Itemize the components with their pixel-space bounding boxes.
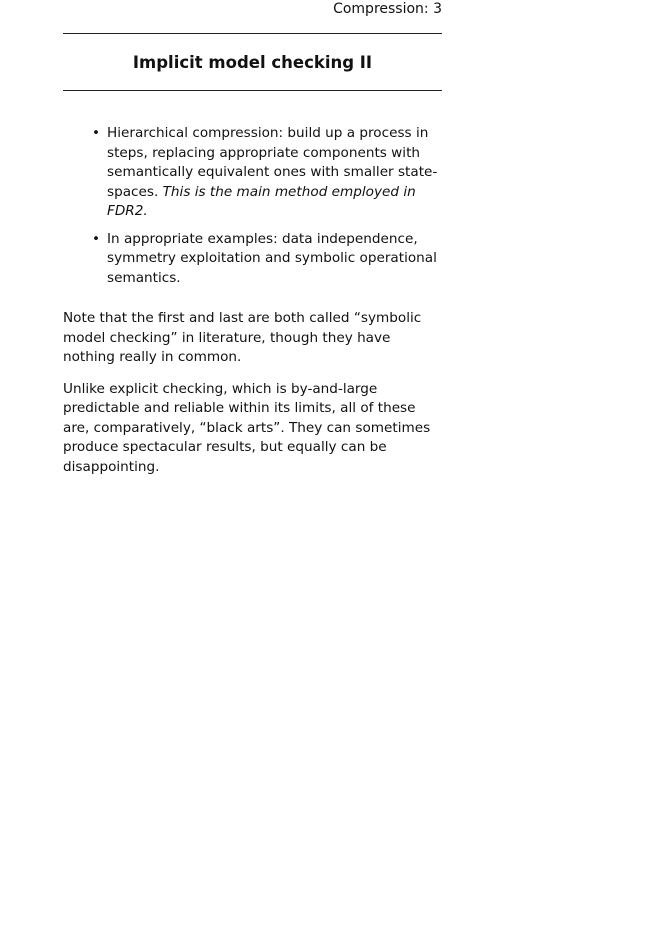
slide-number-header: Compression: 3	[333, 1, 442, 17]
slide-title: Implicit model checking II	[132, 53, 373, 72]
bullet-text: In appropriate examples: data independence, symmetry exploitation and symbolic operational semantics.	[107, 230, 437, 286]
paragraph-black-arts: Unlike explicit checking, which is by-and-large predictable and reliable within its limits, all of these are, comparatively, “black arts”. They can sometimes produce spectacular results, but equally can be disappointing.	[63, 380, 431, 475]
slide-body	[63, 124, 442, 489]
title-bottom-rule	[63, 90, 442, 91]
bullet-list	[63, 124, 442, 288]
bullet-dot-icon: •	[92, 230, 101, 247]
bullet-emphasis: This is the main method employed in FDR2.	[107, 183, 416, 219]
paragraph-symbolic-note: Note that the first and last are both called “symbolic model checking” in literature, though they have nothing really in common.	[63, 310, 422, 365]
list-item	[63, 124, 442, 222]
bullet-text: Hierarchical compression: build up a process in steps, replacing appropriate components with semantically equivalent ones with smaller state-spaces.	[107, 125, 438, 200]
bullet-dot-icon: •	[92, 125, 101, 141]
title-top-rule	[63, 33, 442, 34]
list-item	[63, 230, 442, 289]
